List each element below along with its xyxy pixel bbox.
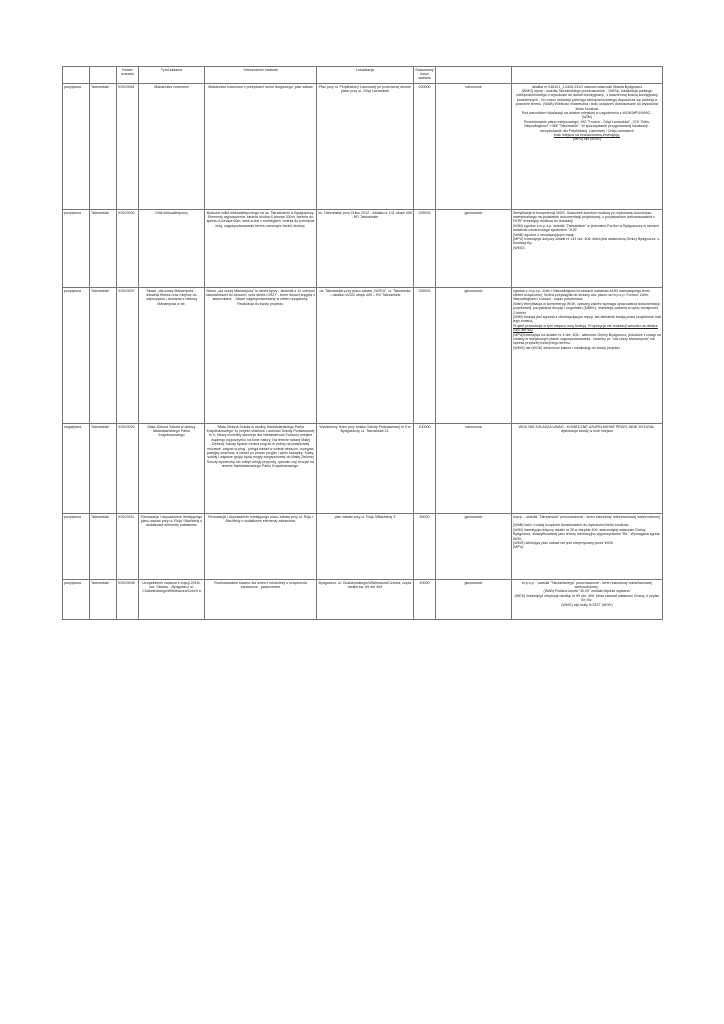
header-title: Tytuł zadania: [139, 67, 205, 84]
cell-summary: Budowa orlika lekkoatletycznego na os. Tatrzańskim w Bydgoszczy. Elementy wyposażenia: bieżnia okólna 4-torowa 200m, bieżnia do sprintu 6-torowa 60m; skok w dal z rozbiegiem; rzutnia do pchnięcia kulą, zagospodarowanie terenu wewnątrz bieżni okólnej.: [205, 210, 317, 288]
header-cost: Szacowany koszt zadania: [414, 67, 436, 84]
cell-notes: [512, 210, 663, 288]
header-row: [63, 67, 663, 84]
cell-district: Tatrzańskie: [90, 514, 117, 580]
cell-location: Wydzielony teren przy boisku Szkoły Podstawowej nr 9 w Bydgoszczy, ul. Tatrzańska 21.: [317, 424, 414, 514]
note-line: zgodne z m.p.z.p. Zofin i Niepodległości w ramach ustalenia A1B2 stanowiącego teren zieleni urządzonej. Gmina przystąpiła do zmiany ww. planu na m.p.z.p. Fordon: Zofin, Niepodległości i Łoskoń - część południowa: [513, 288, 651, 302]
cell-district: Tatrzańskie: [90, 84, 117, 210]
cell-district: Tatrzańskie: [90, 288, 117, 424]
table-row: [63, 424, 663, 514]
cell-notes: [512, 514, 663, 580]
header-summary: Streszczenie zadania: [205, 67, 317, 84]
note-line: Weryfikacja w kompetencji WGK. Szacunek kosztów możliwy po wykonaniu kosztorysu inwestorskiego na podstawie dokumentacji projektowej, z pozyskaniem dofinansowania z FKRF inwestycji możliwa do realizacji: [513, 210, 655, 224]
note-line: brak miejsca na wnioskowaną inwestycję.: [553, 133, 621, 138]
budget-proposals-table: [62, 66, 663, 620]
cell-decision: głosowanie: [436, 580, 512, 620]
note-line: (MPU) Inwestycja dotyczy działki nr 141 obr. 406, która jest własnością Gminy Bydgoszcz, o bonitacji Bp: [513, 237, 660, 246]
cell-number: XOK/0037: [117, 288, 139, 424]
cell-title: Miasteczko rowerowe: [139, 84, 205, 210]
table-row: [63, 210, 663, 288]
cell-decision: odrzucone: [436, 84, 512, 210]
cell-location: Plac przy ul. Pelplińskiej i Ławnowej po przeciwnej stronie placu przy ul. Orląt Lwowskich: [317, 84, 414, 210]
note-line: (WIM) Inwestycja dotyczy działki nr 28 w obrębie 409, stanowiącej własność Gminy Bydgoszcz, sklasyfikowanej jako tereny rekreacyjno-wypoczynkowe "Bz". Wymagana zgoda WGK.: [513, 527, 660, 541]
note-line: Pod warunkiem lokalizacji na działce miejskiej w uzgodnieniu z WGK/MPU/WMG .: [521, 111, 653, 116]
header-status: [63, 67, 90, 84]
cell-title: Orlik lekkoatletyczny: [139, 210, 205, 288]
cell-title: Mała Zielona Szkoła w okolicy Nadwiślańskiego Parku Krajobrazowego: [139, 424, 205, 514]
note-line: (WMG) istniejący plac zabaw nie jest utrzymywany przez WGK: [513, 541, 614, 546]
note-line: (WIM) zgodne z m.p.z.p. osiedla "Tatrzańskie" w jednostce Fordon w Bydgoszczy w ramach ustalenia oznaczonego symbolem "2US": [513, 223, 659, 233]
cell-notes: [512, 84, 663, 210]
cell-number: XOK/0061: [117, 84, 139, 210]
cell-district: Tatrzańskie: [90, 210, 117, 288]
cell-summary: "Mała Zielona Szkoła w okolicy Nadwiślańskiego Parku Krajobrazowego" to projekt rodziców i uczniów Szkoły Podstawowej nr 9, którzy chcieliby stworzyć dla mieszkańców Fordonu miejsce mądrego wypoczynku na łonie natury. Na terenie naszej Małej Zielonej Szkoły będzie można pograć w pełnej na prawdziwej murawie, zagrać w ping - ponga nawet w czasie deszczu, rozegrać partyjkę szachów, a nawet po prostu przyjść i zjeść kanapkę. Klasy, szkoły i większe grupy będą mogły zorganizować do Małej Zielonej Szkoły wycieczkę lub odbyć lekcję przyrody, rysunku czy muzyki na terenie Nadwiślańskiego Parku Krajobrazowego.: [205, 424, 317, 514]
cell-district: Tatrzańskie: [90, 580, 117, 620]
cell-cost: 100000: [414, 424, 436, 514]
note-line: (WMG): [513, 245, 525, 250]
note-line: (MPU): [513, 545, 524, 550]
cell-title: Uzupełnienie zadania z edycji 2015r. dot. Skweru - Bydgoszcz ul. Chałubińskiego/Witkiewicza/Czech a: [139, 580, 205, 620]
cell-number: XOK/0030: [117, 210, 139, 288]
header-number: Numer wniosku: [117, 67, 139, 84]
cell-decision: głosowanie: [436, 514, 512, 580]
cell-status: pozytywna: [63, 84, 90, 210]
note-line: mpzp. - osiedla "Tatrzańskie" przeznaczenie - teren zabudowy mieszkaniowej wielorodzinnej .: [513, 514, 660, 523]
cell-cost: 50000: [414, 514, 436, 580]
note-line: m.p.z.p. - osiedla "Tatrzańskiego" przeznaczenie - teren zabudowy mieszkaniowej wielorodzinnej ;: [521, 580, 653, 589]
cell-location: Bydgoszcz, ul. Chałubińskiego/Witkiewicza/Czecha, część działki ew. 59 obr 409: [317, 580, 414, 620]
note-line: (MPU)Inwestycja na działce nr 4 obr. 405 - własność Gminy Bydgoszcz, jednakże z uwagi na zmiany w miejscowym planie zagospodarowania , radzimy pt. "ola czszy Mariampola" nie spełnia przyszłej funkcji tego terenu.: [513, 332, 661, 346]
note-line: działka nr 046101_1.0406.231/2 stanowi własność Miasta Bydgoszcz: [531, 84, 643, 89]
cell-notes: [512, 580, 663, 620]
cell-status: negatywna: [63, 424, 90, 514]
cell-location: os. Tatrzańskie przy placu zabaw „NIVEA", ul. Tatrzańska – działka nr23/2 obręb 405 – RO Tatrzańskie: [317, 288, 414, 424]
cell-cost: 226933: [414, 210, 436, 288]
note-line: (WAB) ilość i rodzaj urządzeń dostosowane do wysokości limitu środków: [513, 523, 629, 528]
cell-number: XOK/0008: [117, 580, 139, 620]
header-location: Lokalizacja: [317, 67, 414, 84]
note-line: (WMG) złyt mały KOSZT (WGK): [561, 602, 613, 607]
cell-summary: Renowacja i doposażenie istniejącego placu zabaw przy ul. Roja i Bachledy o dodatkowe elementy zabawowe: [205, 514, 317, 580]
note-line: (Wab) Weryfikacja w kompetencji WGK, opisany zakres wymaga opracowania dokumentacji projektowej, pozyskania decyzji i uzgodnień (MBKK), realizacja zadania w cyklu conajmniej 2-letnim: [513, 301, 660, 315]
cell-status: pozytywna: [63, 288, 90, 424]
cell-summary: Rozbudowanie skweru dla dzieci i młodzieży o urządzenia zabawowe , piaskownice: [205, 580, 317, 620]
cell-decision: odrzucone: [436, 424, 512, 514]
note-line: (WIM) funkcja jest zgodna z obowiązującym mpzp, ale aktualnie trwają prace projektowe nad jego zmianą.: [513, 315, 661, 324]
header-notes: [512, 67, 663, 84]
note-line: (WIM): [582, 115, 592, 120]
cell-title: Renowacja i doposażenie istniejącego placu zabaw przy ul. Roja i Bachledy o dodatkowe elementy zabawowe: [139, 514, 205, 580]
header-decision: [436, 67, 512, 84]
table-row: [63, 288, 663, 424]
cell-status: pozytywna: [63, 514, 90, 580]
cell-cost: 200000: [414, 84, 436, 210]
note-line: Procedowanie planu miejscowego: 192 "Fordon - Orląt Lwowskich", 078 "Zofin-Niepodległości" i 088 "Tatrzańskie". W sporządzanie przygotowanej lokalizacji - skrzyżowanie ulic Pelplińskiej, Ławnowej i Orląt Lwowskich: [523, 119, 651, 133]
note-line: (WMG) mpzp - osiedla Tatrzańskiego przeznaczenie - 10KSp- lokalizacja parkingu wielopoziomowego o wysokości do dwóch kondygnacji , z nadziemną ilością kondygnacji podziemnych , Do czasu realizacji parkingu wielopoziomowego dopuszcza się parking w poziomie terenu. (WAB) Wielkość miasteczka i ilość urządzeń dostosowane do wysokości limitu środków: [515, 89, 659, 111]
cell-location: os. Tatrzańskie przy Orliku 2012 - działka nr 141 obręb 406 - RO Tatrzańskie: [317, 210, 414, 288]
note-line: WGK NIE ZGŁASZA UWAG - KONIECZNE UZUPEŁNIENIE PRZEZ INNE WYDZIAŁ, dyslokacja szkoły w inne miejsce: [518, 424, 656, 433]
note-line: (WMG) tak (WGK) zmieniono zakres i lokalizację do kwoty projektu: [513, 345, 620, 350]
note-line: Projekt przewiduje w tym miejscu inną funkcję. Propozycja nie realizacji wniosku na działce 23/2 obr 402: [513, 323, 658, 333]
cell-summary: Miasteczko rowerowe z przepisami ruchu drogowego, plac zabaw: [205, 84, 317, 210]
cell-status: pozytywna: [63, 580, 90, 620]
cell-district: Tatrzańskie: [90, 424, 117, 514]
note-line: (WES) Inwestycja obejmuje działkę nr 59 obr. 409, która stanowi własność Gminy, o użytku Bi i Bz.: [514, 593, 660, 603]
cell-number: XOK/0011: [117, 514, 139, 580]
cell-location: plac zabaw przy ul. Roja 3/Bachledy 3: [317, 514, 414, 580]
table-row: [63, 514, 663, 580]
cell-decision: głosowanie: [436, 288, 512, 424]
table-row: [63, 84, 663, 210]
cell-summary: Skwer „ola czszy Mariampola" to strefa łączy - siłownia z 12 różnymi stanowiskami do ćwiczeń, oraz strefa CISZY - teren dwóch kręgów z ławeczkami, . Skwer zagospodarowany w zieleń urządzoną. Realizacja do kwoty projektu.: [205, 288, 317, 424]
cell-decision: głosowanie: [436, 210, 512, 288]
header-district: [90, 67, 117, 84]
note-line: (MPU) tak (WGK): [572, 137, 602, 142]
cell-cost: 40000: [414, 580, 436, 620]
cell-notes: [512, 288, 663, 424]
table-row: [63, 580, 663, 620]
note-line: (WAB) zgodne z obowiązującym mpzp: [513, 232, 575, 237]
cell-title: Skwer „ola czszy Mariampola" - siłownia fitness oraz miejsce do odpoczynku i dumania z historią Mariampola w tle.: [139, 288, 205, 424]
cell-notes: [512, 424, 663, 514]
cell-status: pozytywna: [63, 210, 90, 288]
cell-number: XOK/0020: [117, 424, 139, 514]
cell-cost: 226933: [414, 288, 436, 424]
note-line: (WAB) Podana kwota "40.00" została błędnie wpisana.: [543, 589, 631, 594]
